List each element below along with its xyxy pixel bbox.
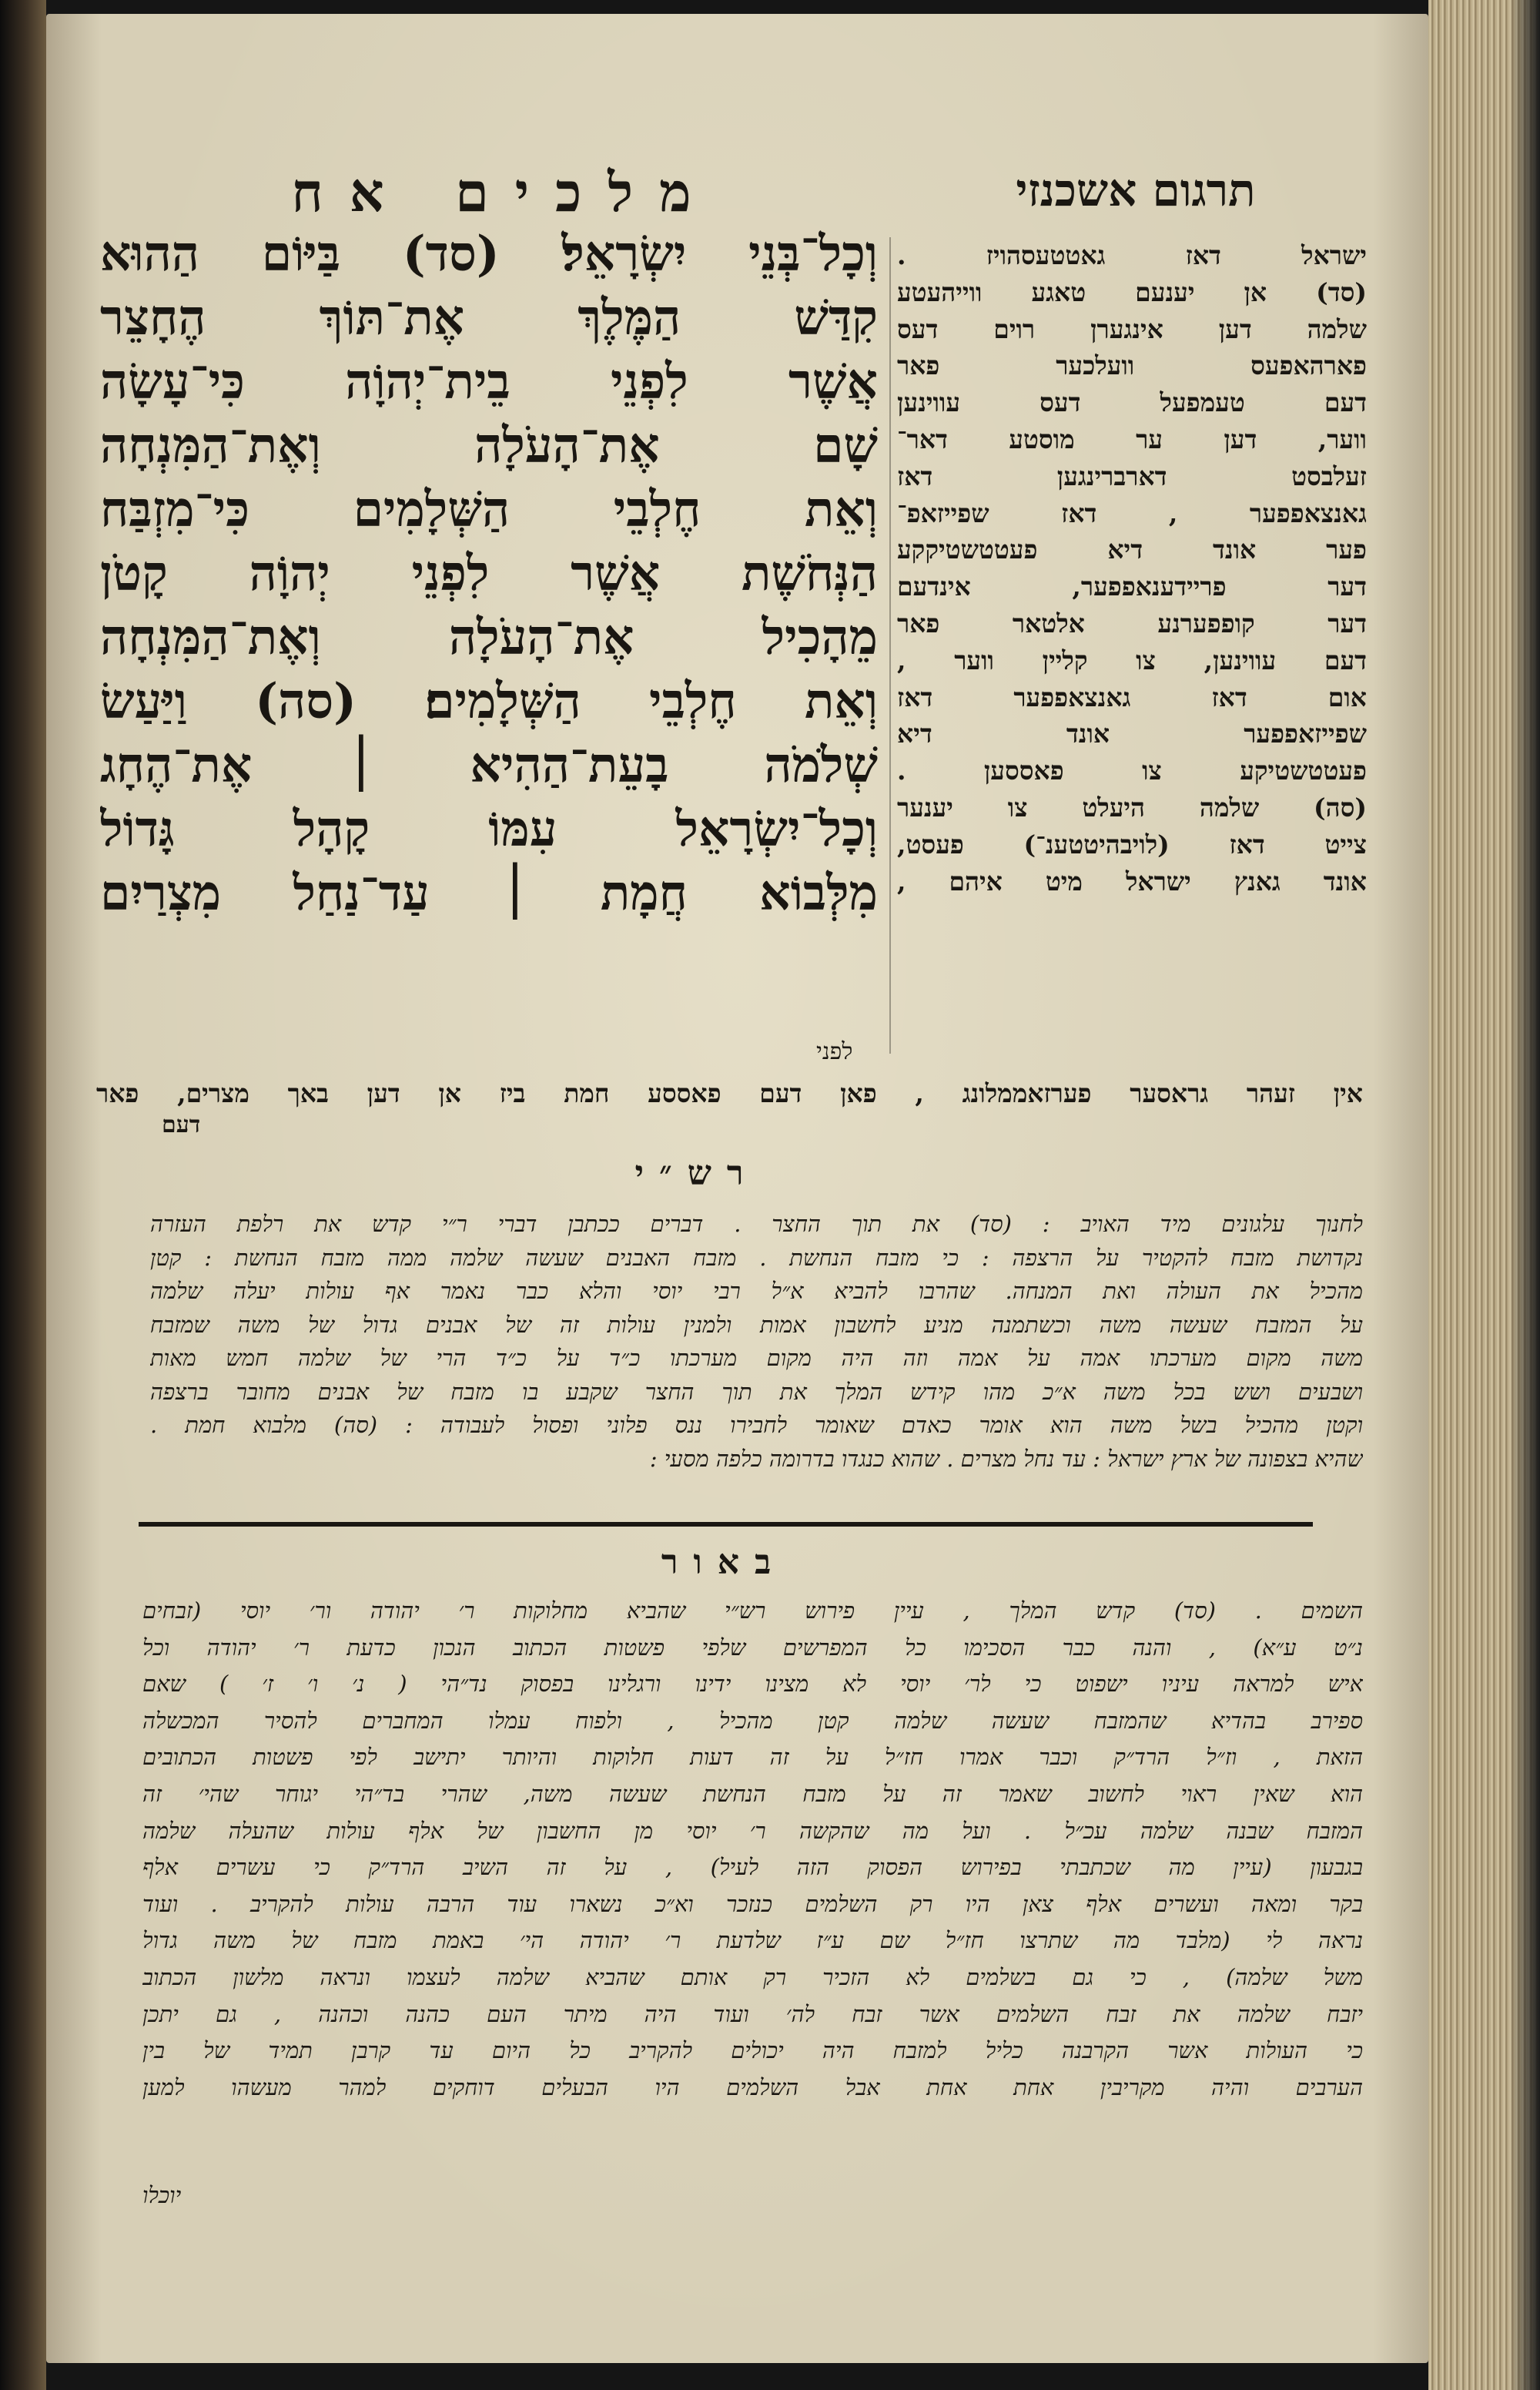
translation-line: פעטטשטיקע צו פאססען . [897, 756, 1367, 786]
page-edges [1428, 0, 1540, 2390]
translation-header: תרגום אשכנזי [1016, 164, 1256, 216]
translation-line: (סה) שלמה היעלט צו יענער [897, 792, 1367, 823]
biur-line: הוא שאין ראוי לחשוב שאמר זה על מזבח הנחשת שעשה משה, שהרי בד״הי יגוחר שהי׳ זה [142, 1780, 1363, 1807]
book-spine [0, 0, 46, 2390]
rashi-line: על המזבח שעשה משה וכשתמנה מניע לחשבון אמות ולמנין עולות זה של אבנים גדול של משה שמזבח [150, 1311, 1363, 1338]
biur-line: ספירב בהדיא שהמזבח שעשה שלמה קטן מהכיל , ולפוח עמלו המחברים להסיר המכשלה [142, 1707, 1363, 1734]
translation-line: דעם עווינען, צו קליין ווער , [897, 645, 1367, 675]
biur-line: המזבח שבנה שלמה עכ״ל . ועל מה שהקשה ר׳ יוסי מן החשבון של אלף עולות שהעלה שלמה [142, 1817, 1363, 1844]
biur-line: הזאת , וז״ל הרד״ק וכבר אמרו חז״ל על זה דעות חלוקות והיותר יתישב לפי פשטות הכתובים [142, 1744, 1363, 1771]
translation-line: דעם טעמפעל דעס עווינען [897, 387, 1367, 418]
main-text-line: מֵהָכִיל אֶת־הָעֹלָה וְאֶת־הַמִּנְחָה [100, 608, 878, 665]
biur-line: בקר ומאה ועשרים אלף צאן היו רק השלמים כנזכר וא״כ נשארו עוד הרבה עולות להקריב . ועוד [142, 1890, 1363, 1917]
section-divider-rule [139, 1522, 1313, 1527]
translation-line: גאנצאפפער , דאז שפייזאפ־ [897, 498, 1367, 528]
biur-heading: באור [661, 1543, 787, 1582]
translation-line: זעלבסט דארברינגען דאז [897, 461, 1367, 491]
biur-line: כי העולות אשר הקרבנה כליל למזבח היה יכולים להקריב כל היום עד קרבן תמיד של בין [142, 2037, 1363, 2064]
translation-line: פארהאפעס וועלכער פאר [897, 350, 1367, 381]
column-divider [889, 237, 891, 1054]
main-text-line: הַנְּחֹשֶׁת אֲשֶׁר לִפְנֵי יְהוָֹה קָטֹן [100, 545, 878, 602]
rashi-line: לחנוך עלגונים מיד האויב : (סד) את תוך החצר . דברים ככתבן דברי ר״י קדש את רלפת העזרה [150, 1211, 1363, 1237]
translation-line: צייט דאז (לויבהיטטענ־) פעסט, [897, 829, 1367, 860]
translation-wide-line: אין זעהר גראסער פערזאממלונג , פאן דעם פאססע חמת ביז אן דען באך מצרים, פאר [96, 1078, 1363, 1108]
biur-line: השמים . (סד) קדש המלך , עיין פירוש רש״י שהביא מחלוקות ר׳ יהודה ור׳ יוסי (זבחים [142, 1597, 1363, 1624]
rashi-commentary [150, 1208, 1363, 1476]
rashi-line: ושבעים ושש בכל משה א״כ מהו קידש המלך את תוך החצר שקבע בו מזבח של אבנים מחובר ברצפה [150, 1378, 1363, 1405]
main-text-line: וְכָל־בְּנֵי יִשְׂרָאֵל׃ (סד) בַּיּוֹם הַהוּא [100, 225, 878, 282]
hebrew-main-text [100, 222, 878, 925]
translation-line: אום דאז גאנצאפפער דאז [897, 682, 1367, 712]
biur-line: נ״ט ע״א) , והנה כבר הסכימו כל המפרשים שלפי פשטות הכתוב הנכון כדעת ר׳ יהודה וכל [142, 1634, 1363, 1661]
rashi-line: וקטן מהכיל בשל משה הוא אומר כאדם שאומר לחבירו ננס פלוני ופסול לעבודה : (סה) מלבוא חמת . [150, 1412, 1363, 1438]
main-text-line: וְאֵת חֶלְבֵי הַשְּׁלָמִים כִּי־מִזְבַּח [100, 481, 878, 538]
main-text-line: קִדַּשׁ הַמֶּלֶךְ אֶת־תּוֹךְ הֶחָצֵר [100, 289, 878, 346]
book-page [46, 14, 1428, 2363]
main-text-line: מִלְּבוֹא חֲמָת ׀ עַד־נַחַל מִצְרַיִם [100, 864, 878, 921]
rashi-heading: רש״י [634, 1154, 759, 1193]
biur-line: הערבים והיה מקריבין אחת אחת אבל השלמים היו הבעלים דוחקים למהר מעשהו למען [142, 2073, 1363, 2100]
biur-catchword: יוכלו [142, 2182, 182, 2208]
translation-line: פער אונד דיא פעטטשטיקקע [897, 535, 1367, 565]
translation-line: שלמה דען אינגערן רוים דעס [897, 313, 1367, 344]
biur-line: נראה לי (מלבד מה שתרצו חז״ל שם ע״ז שלדעת ר׳ יהודה הי׳ באמת מזבח של משה גדול [142, 1927, 1363, 1954]
translation-line: ישראל דאז גאטטעסהויז . [897, 240, 1367, 270]
rashi-line: שהיא בצפונה של ארץ ישראל : עד נחל מצרים . שהוא כנגדו בדרומה כלפה מסעי : [649, 1445, 1363, 1472]
translation-line: (סד) אן יענעם טאגע ווייהעטע [897, 277, 1367, 307]
main-text-line: שְׁלֹמֹה בָעֵת־הַהִיא ׀ אֶת־הֶחָג [100, 736, 878, 793]
main-catchword: לפני [816, 1038, 853, 1065]
main-text-line: שָׁם אֶת־הָעֹלָה וְאֶת־הַמִּנְחָה [100, 417, 878, 474]
biur-line: איש למראה עיניו ישפוט כי לר׳ יוסי לא מצינו ידינו ורגלינו בפסוק נד״הי ( נ׳ ו׳ ז׳ ) שאם [142, 1671, 1363, 1698]
translation-line: דער פריידענאפפער, אינדעם [897, 572, 1367, 602]
translation-line: אונד גאנץ ישראל מיט איהם , [897, 866, 1367, 897]
main-text-line: וְכָל־יִשְׂרָאֵל עִמּוֹ קָהָל גָּדוֹל [100, 800, 878, 857]
rashi-line: מהכיל את העולה ואת המנחה. שהרבו להביא א״ל רבי יוסי והלא כבר נאמר אף עולות יעלה שלמה [150, 1278, 1363, 1304]
translation-line: ווער, דען ער מוסטע דאר־ [897, 424, 1367, 454]
book-title-header: מלכים אח [291, 160, 718, 224]
biur-line: משל שלמה) , כי גם בשלמים לא הזכיר רק אותם שהביא שלמה לעצמו ונראה מלשון הכתוב [142, 1963, 1363, 1990]
translation-line: שפייזאפפער אונד דיא [897, 719, 1367, 749]
biur-line: יזבח שלמה את זבח השלמים אשר זבח לה׳ ועוד היה מיתר העם כהנה וכהנה , גם יתכן [142, 2000, 1363, 2027]
rashi-line: משה מקום מערכתו אמה על אמה וזה היה מקום מערכתו כ״ד על כ״ד הרי של שלמה חמש מאות [150, 1345, 1363, 1371]
running-head [46, 160, 1428, 230]
biur-commentary [142, 1593, 1363, 2106]
yiddish-translation-column [897, 237, 1367, 900]
rashi-line: נקדושת מזבח להקטיר על הרצפה : כי מזבח הנחשת . מזבח האבנים שעשה שלמה ממה מזבח הנחשת : קטן [150, 1244, 1363, 1271]
biur-line: בגבעון (עיין מה שכתבתי בפירוש הפסוק הזה לעיל) , על זה השיב הרד״ק כי עשרים אלף [142, 1854, 1363, 1881]
translation-line: דער קופפערנע אלטאר פאר [897, 608, 1367, 639]
translation-catchword: דעם [162, 1111, 201, 1138]
main-text-line: אֲשֶׁר לִפְנֵי בֵית־יְהוָֹה כִּי־עָשָׂה [100, 353, 878, 410]
main-text-line: וְאֵת חֶלְבֵי הַשְּׁלָמִים׃ (סה) וַיַּעַשׂ [100, 672, 878, 729]
